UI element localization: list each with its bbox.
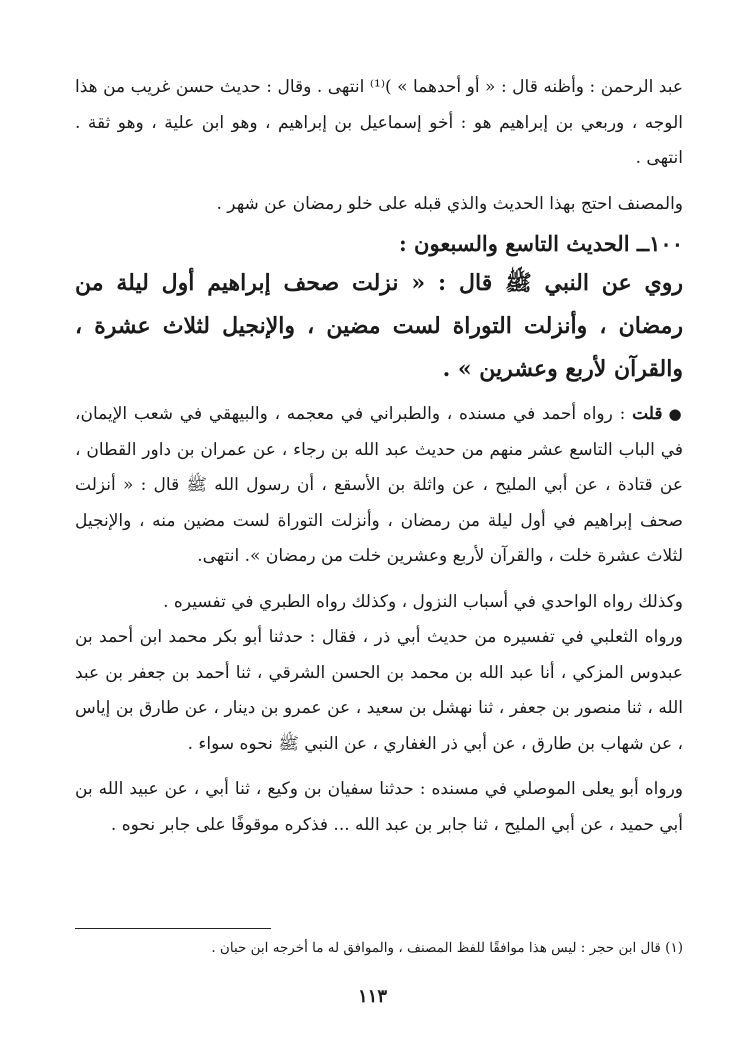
hadith-heading: ١٠٠ــ الحديث التاسع والسبعون :: [398, 231, 683, 256]
abu-yala-paragraph: ورواه أبو يعلى الموصلي في مسنده : حدثنا سفيان بن وكيع ، ثنا أبي ، عن عبيد الله بن أبي حميد ، عن أبي المليح ، ثنا جابر بن عبد الله ... فذكره موقوفًا على جابر نحوه .: [75, 779, 683, 835]
wahidi-paragraph: وكذلك رواه الواحدي في أسباب النزول ، وكذلك رواه الطبري في تفسيره .: [163, 591, 683, 612]
page-number: ١١٣: [357, 986, 387, 1007]
thalabi-paragraph: ورواه الثعلبي في تفسيره من حديث أبي ذر ، فقال : حدثنا أبو بكر محمد ابن أحمد بن عبدوس المزكي ، أنا عبد الله بن محمد بن الحسن الشرقي ، ثنا أحمد بن جعفر بن عبد الله ، ثنا منصور بن جعفر ، ثنا نهشل بن سعيد ، عن عمرو بن دينار ، عن طارق بن إياس ، عن شهاب بن طارق ، عن أبي ذر الغفاري ، عن النبي ﷺ نحوه سواء .: [75, 627, 683, 754]
bullet-icon: ●: [668, 405, 683, 423]
author-note-paragraph: والمصنف احتج بهذا الحديث والذي قبله على خلو رمضان عن شهر .: [216, 193, 683, 214]
page-body: [75, 70, 683, 843]
footnote: (١) قال ابن حجر : ليس هذا موافقًا للفظ المصنف ، والموافق له ما أخرجه ابن حبان .: [211, 940, 683, 956]
commentary-text: : رواه أحمد في مسنده ، والطبراني في معجمه ، والبيهقي في شعب الإيمان، في الباب التاسع عشر منهم من حديث عبد الله بن رجاء ، عن عمران بن داور القطان ، عن قتادة ، عن أبي المليح ، عن واثلة بن الأسقع ، أن رسول الله ﷺ قال : « أنزلت صحف إبراهيم في أول ليلة من رمضان ، وأنزلت التوراة لست مضين منه ، والإنجيل لثلاث عشرة خلت ، والقرآن لأربع وعشرين خلت من رمضان ». انتهى.: [75, 404, 683, 566]
commentary-lead: قلت: [632, 404, 663, 424]
commentary-paragraph: [75, 397, 683, 575]
intro-paragraph: عبد الرحمن : وأظنه قال : « أو أحدهما » )⁽¹⁾ انتهى . وقال : حديث حسن غريب من هذا الوجه ، وربعي بن إبراهيم هو : أخو إسماعيل بن إبراهيم ، وهو ابن علية ، وهو ثقة . انتهى .: [75, 77, 683, 168]
footnote-divider: [75, 928, 271, 929]
hadith-text: روي عن النبي ﷺ قال : « نزلت صحف إبراهيم أول ليلة من رمضان ، وأنزلت التوراة لست مضين ، والإنجيل لثلاث عشرة ، والقرآن لأربع وعشرين » .: [75, 270, 683, 382]
